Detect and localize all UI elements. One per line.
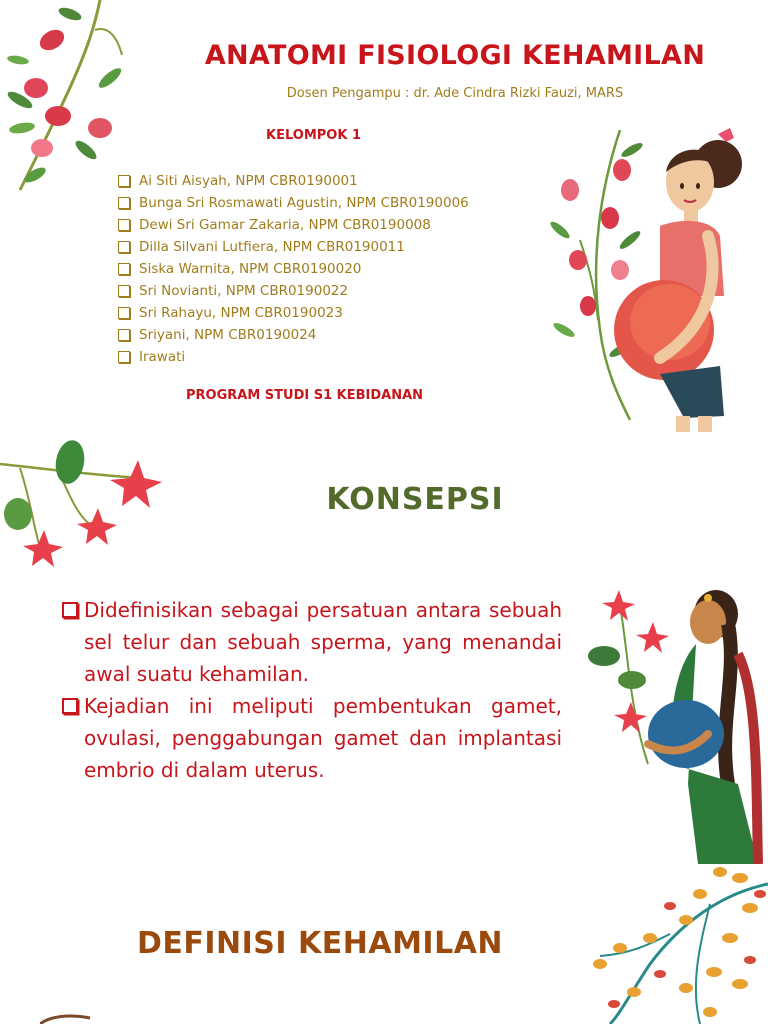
list-item: Sri Novianti, NPM CBR0190022 [118,280,469,302]
section-title-definisi: DEFINISI KEHAMILAN [136,926,504,961]
list-item: Didefinisikan sebagai persatuan antara sebuah sel telur dan sebuah sperma, yang menandai awal suatu kehamilan. [62,594,562,690]
slide-title [0,0,768,432]
study-program: PROGRAM STUDI S1 KEBIDANAN [186,388,424,403]
list-item: Dewi Sri Gamar Zakaria, NPM CBR0190008 [118,214,469,236]
checkbox-bullet-icon [118,219,130,231]
floral-branch-illustration [590,864,768,1024]
list-item: Bunga Sri Rosmawati Agustin, NPM CBR0190006 [118,192,469,214]
slide-konsepsi [0,432,768,864]
list-item: Dilla Silvani Lutfiera, NPM CBR0190011 [118,236,469,258]
list-item: Ai Siti Aisyah, NPM CBR0190001 [118,170,469,192]
floral-branch-illustration [0,0,130,195]
lecturer-line: Dosen Pengampu : dr. Ade Cindra Rizki Fauzi, MARS [286,86,624,101]
checkbox-bullet-icon [118,329,130,341]
list-item: Sri Rahayu, NPM CBR0190023 [118,302,469,324]
presentation-title: ANATOMI FISIOLOGI KEHAMILAN [204,40,706,71]
group-label: KELOMPOK 1 [266,128,361,143]
checkbox-bullet-icon [118,241,130,253]
list-item: Kejadian ini meliputi pembentukan gamet, ovulasi, penggabungan gamet dan implantasi embrio di dalam uterus. [62,690,562,786]
member-list [118,170,469,368]
pregnant-woman-illustration [600,126,768,432]
konsepsi-bullets [62,594,562,786]
pregnant-woman-illustration [588,584,768,864]
checkbox-bullet-icon [118,175,130,187]
floral-branch-illustration [40,1012,100,1024]
checkbox-bullet-icon [118,285,130,297]
list-item: Siska Warnita, NPM CBR0190020 [118,258,469,280]
checkbox-bullet-icon [118,197,130,209]
list-item: Sriyani, NPM CBR0190024 [118,324,469,346]
checkbox-bullet-icon [118,307,130,319]
section-title-konsepsi: KONSEPSI [326,482,504,517]
floral-branch-illustration [0,438,165,568]
checkbox-bullet-icon [118,351,130,363]
checkbox-bullet-icon [62,698,78,714]
list-item: Irawati [118,346,469,368]
checkbox-bullet-icon [118,263,130,275]
checkbox-bullet-icon [62,602,78,618]
slide-definisi [0,864,768,1024]
